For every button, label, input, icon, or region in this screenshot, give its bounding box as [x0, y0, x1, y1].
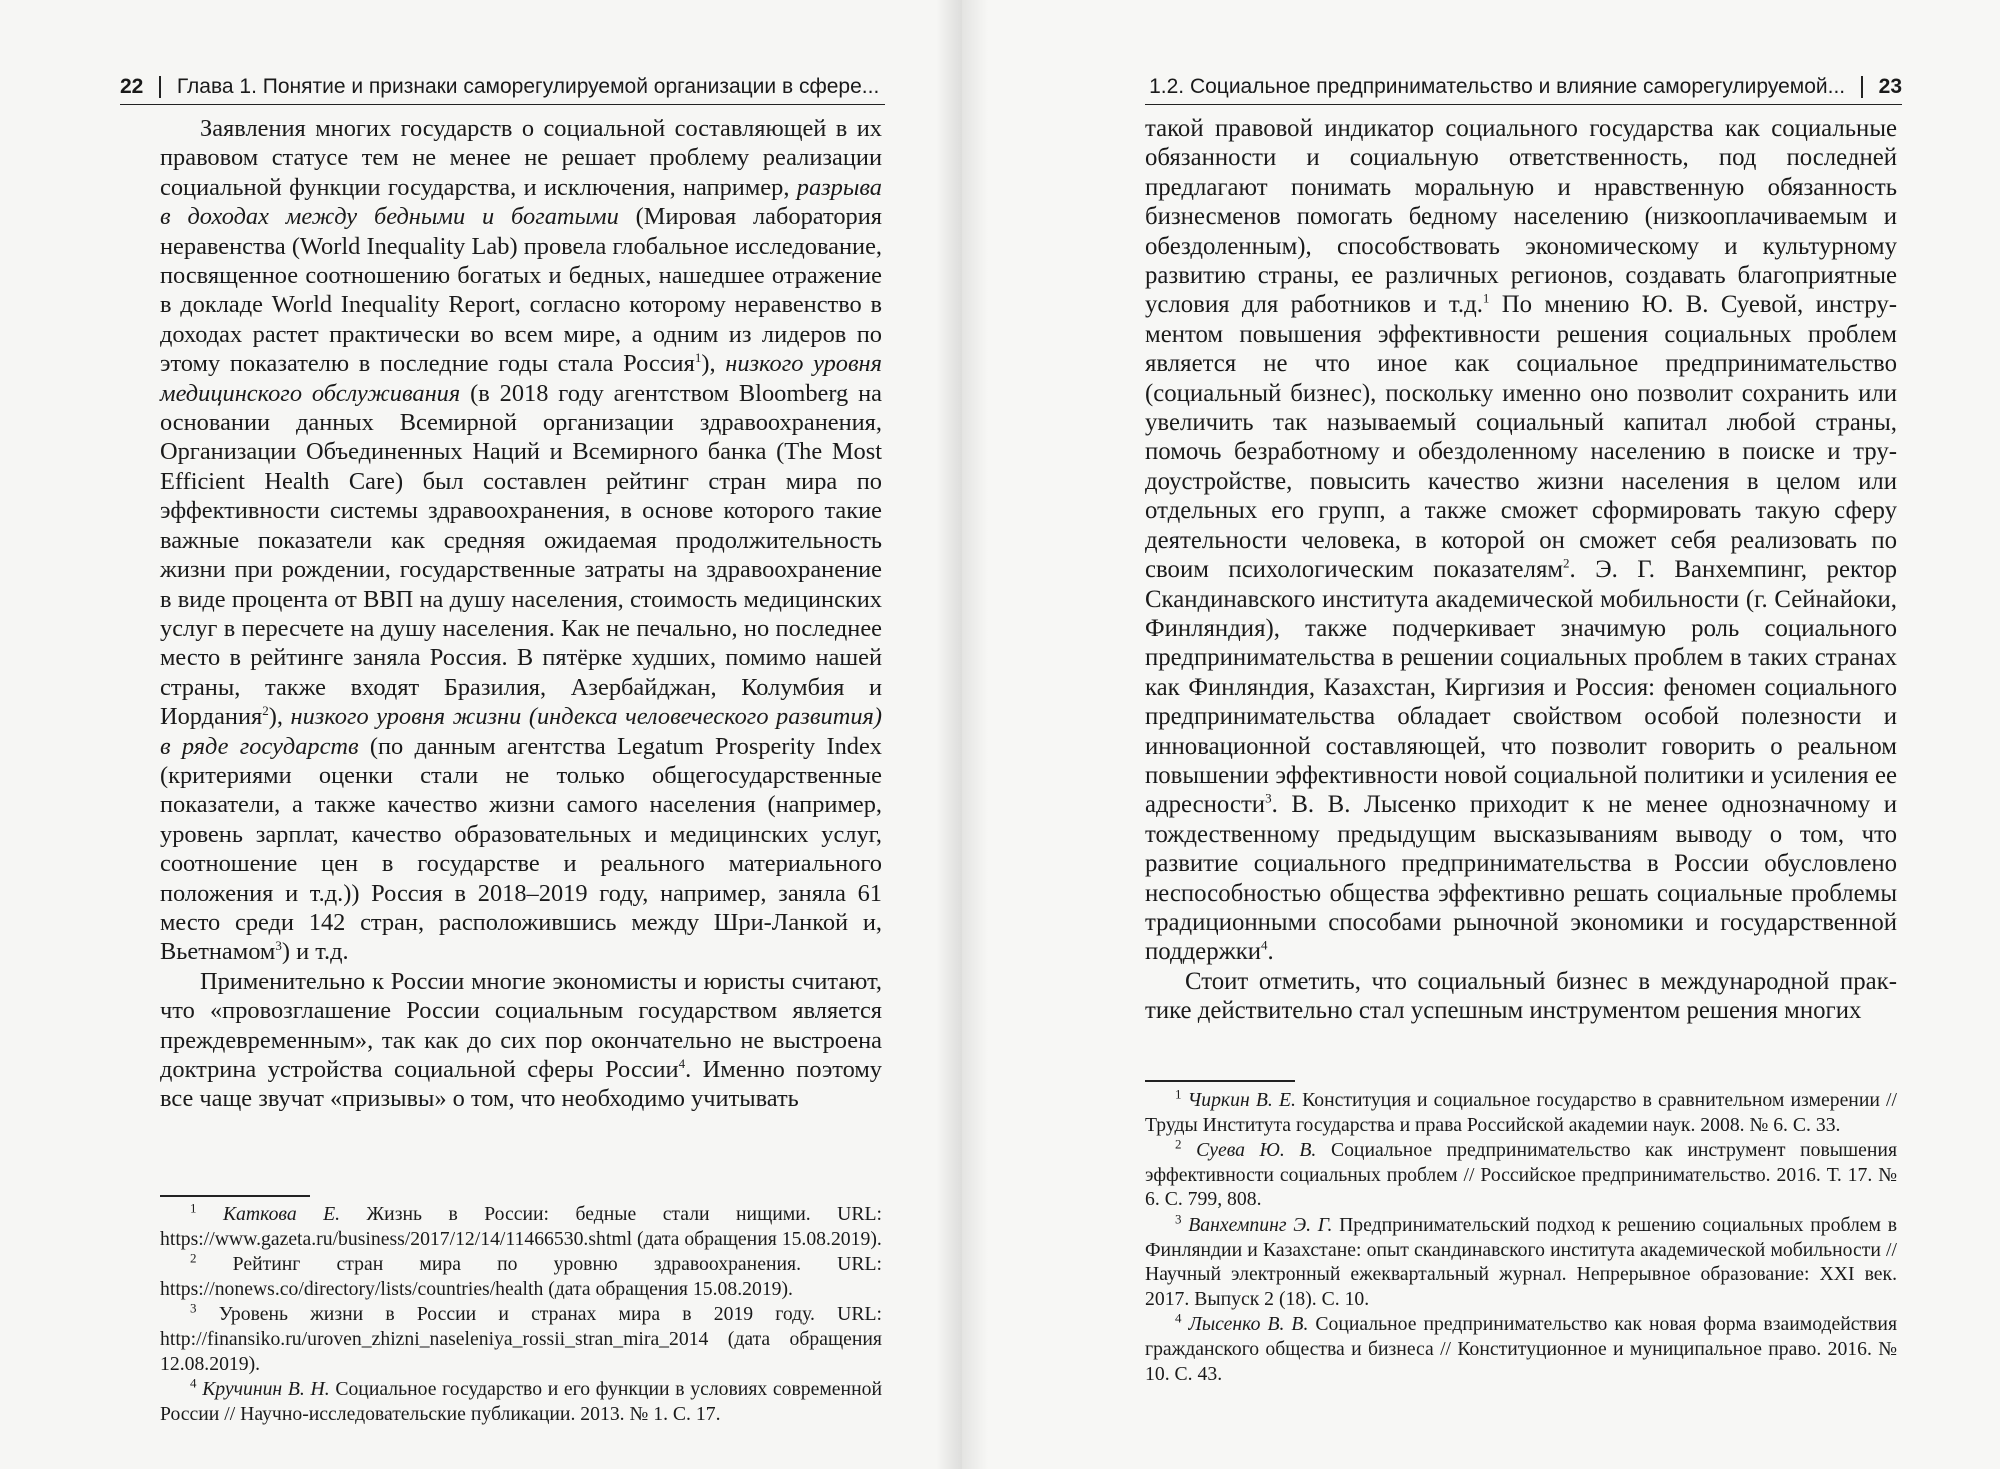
footnotes-left — [160, 1202, 882, 1427]
header-separator — [1861, 76, 1863, 98]
footnote: $^1$ Чиркин В. Е. Конституция и социальное государство в сравнительном измерении // Труды Института государства и права Российской академии наук. 2008. № 6. С. 33. — [1145, 1086, 1897, 1136]
paragraph: такой правовой индикатор социального государства как социальные обязанности и социальную ответственность, под последней предлагают понимать моральную и нравственную обязанность бизнесменов помогать бедному населению (низкооплачиваемым и обездоленным), способствовать экономическому и культурному развитию страны, ее различных регионов, создавать благоприятные условия для работников и т.д.$^1$ По мнению Ю. В. Суевой, инструментом повышения эффективности решения социальных проблем является не что иное как социальное предпринимательство (социальный бизнес), поскольку именно оно позволит сохранить или увеличить так называемый социальный капитал любой страны, помочь безработному и обездоленному населению в поиске и трудоустройстве, повысить качество жизни населения в целом или отдельных его групп, а также сможет сформировать такую сферу деятельности человека, в которой он сможет себя реализовать по своим психологическим показателям$^2$. Э. Г. Ванхемпинг, ректор Скандинавского института академической мобильности (г. Сейнайоки, Финляндия), также подчеркивает значимую роль социального предпринимательства в решении социальных проблем в таких странах как Финляндия, Казахстан, Киргизия и Россия: феномен социального предпринимательства обладает свойством особой полезности и инновационной составляющей, что позволит говорить о реальном повышении эффективности новой социальной политики и усиления ее адресности$^3$. В. В. Лысенко приходит к не менее однозначному и тождественному предыдущим высказываниям выводу о том, что развитие социального предпринимательства в России обусловлено неспособностью общества эффективно решать социальные проблемы традиционными способами рыночной экономики и государственной поддержки$^4$. — [1145, 115, 1897, 966]
running-title: 1.2. Социальное предпринимательство и влияние саморегулируемой... — [1149, 75, 1846, 98]
body-text-right — [1145, 114, 1897, 1026]
footnote-divider — [160, 1195, 310, 1197]
footnote-ref: 4 — [1261, 938, 1268, 954]
page-header-right — [1145, 70, 1902, 105]
header-separator — [159, 76, 161, 98]
right-page — [962, 0, 2000, 1469]
footnote-ref: 4 — [678, 1055, 686, 1071]
footnote-ref: 3 — [275, 938, 282, 954]
footnote-divider — [1145, 1080, 1295, 1082]
footnote: $^1$ Каткова Е. Жизнь в России: бедные стали нищими. URL: https://www.gazeta.ru/business/2017/12/14/11466530.shtml (дата обращения 15.08.2019). — [160, 1200, 882, 1250]
footnote: $^2$ Рейтинг стран мира по уровню здравоохранения. URL: https://nonews.co/directory/lists/countries/health (дата обращения 15.08.2019). — [160, 1250, 882, 1300]
page-number: 22 — [120, 75, 144, 98]
paragraph: Заявления многих государств о социальной составляющей в их правовом статусе тем не менее не решает проблему реализации социальной функции государства, и исключения, например, разрыва в доходах между бедными и богатыми (Мировая лаборатория неравенства (World Inequality Lab) провела глобальное исследование, посвященное соотношению богатых и бедных, нашедшее отражение в докладе World Inequality Report, согласно которому неравенство в доходах растет практически во всем мире, а одним из лидеров по этому показателю в последние годы стала Россия$^1$), низкого уровня медицинского обслуживания (в 2018 году агентством Bloomberg на основании данных Всемирной организации здравоохранения, Организации Объединенных Наций и Всемирного банка (The Most Efficient Health Care) был составлен рейтинг стран мира по эффективности системы здравоохранения, в основе которого такие важные показатели как средняя ожидаемая продолжительность жизни при рождении, государственные затраты на здравоохранение в виде процента от ВВП на душу населения, стоимость медицинских услуг в пересчете на душу населения. Как не печально, но последнее место в рейтинге заняла Россия. В пятёрке худших, помимо нашей страны, также входят Бразилия, Азербайджан, Колумбия и Иордания$^2$), низкого уровня жизни (индекса человеческого развития) в ряде государств (по данным агентства Legatum Prosperity Index (критериями оценки стали не только общегосударственные показатели, а также качество жизни самого населения (например, уровень зарплат, качество образовательных и медицинских услуг, соотношение цен в государстве и реального материального положения и т.д.)) Россия в 2018–2019 году, например, заняла 61 место среди 142 стран, расположившись между Шри-Ланкой и, Вьетнамом$^3$) и т.д. — [160, 115, 883, 966]
footnote: $^3$ Ванхемпинг Э. Г. Предпринимательский подход к решению социальных проблем в Финляндии и Казахстане: опыт скандинавского института академической мобильности // Научный электронный ежеквартальный журнал. Непрерывное образование: XXI век. 2017. Выпуск 2 (18). С. 10. — [1145, 1211, 1898, 1310]
footnote: $^3$ Уровень жизни в России и странах мира в 2019 году. URL: http://finansiko.ru/uroven_zhizni_naseleniya_rossii_stran_mira_2014 (дата обращения 12.08.2019). — [160, 1300, 882, 1375]
paragraph: Применительно к России многие экономисты и юристы считают, что «провозглашение России социальным государством является преждевременным», так как до сих пор окончательно не выстроена доктрина устройства социальной сферы России$^4$. Именно поэтому все чаще звучат «призывы» о том, что необходимо учитывать — [160, 967, 882, 1113]
footnotes-right — [1145, 1088, 1897, 1387]
left-page — [0, 0, 962, 1469]
footnote-ref: 3 — [1265, 791, 1272, 807]
footnote: $^2$ Суева Ю. В. Социальное предпринимательство как инструмент повышения эффективности социальных проблем // Российское предпринимательство. 2016. Т. 17. № 6. С. 799, 808. — [1145, 1136, 1897, 1211]
footnote-ref: 2 — [262, 703, 269, 718]
footnote-ref: 1 — [1482, 291, 1490, 307]
footnote: $^4$ Кручинин В. Н. Социальное государство и его функции в условиях современной России // Научно-исследовательские публикации. 2013. № 1. С. 17. — [160, 1375, 882, 1425]
spine-shadow — [962, 0, 988, 1469]
spine-shadow — [936, 0, 962, 1469]
running-title: Глава 1. Понятие и признаки саморегулируемой организации в сфере... — [176, 75, 880, 98]
page-header-left — [120, 70, 885, 105]
page-number: 23 — [1878, 75, 1902, 98]
footnote-ref: 1 — [694, 350, 702, 366]
footnote-ref: 2 — [1563, 555, 1570, 571]
paragraph: Стоит отметить, что социальный бизнес в международной практике действительно стал успешным инструментом решения многих — [1145, 967, 1897, 1025]
footnote: $^4$ Лысенко В. В. Социальное предпринимательство как новая форма взаимодействия гражданского общества и бизнеса // Конституционное и муниципальное право. 2016. № 10. С. 43. — [1145, 1310, 1898, 1385]
body-text-left — [160, 114, 882, 1114]
